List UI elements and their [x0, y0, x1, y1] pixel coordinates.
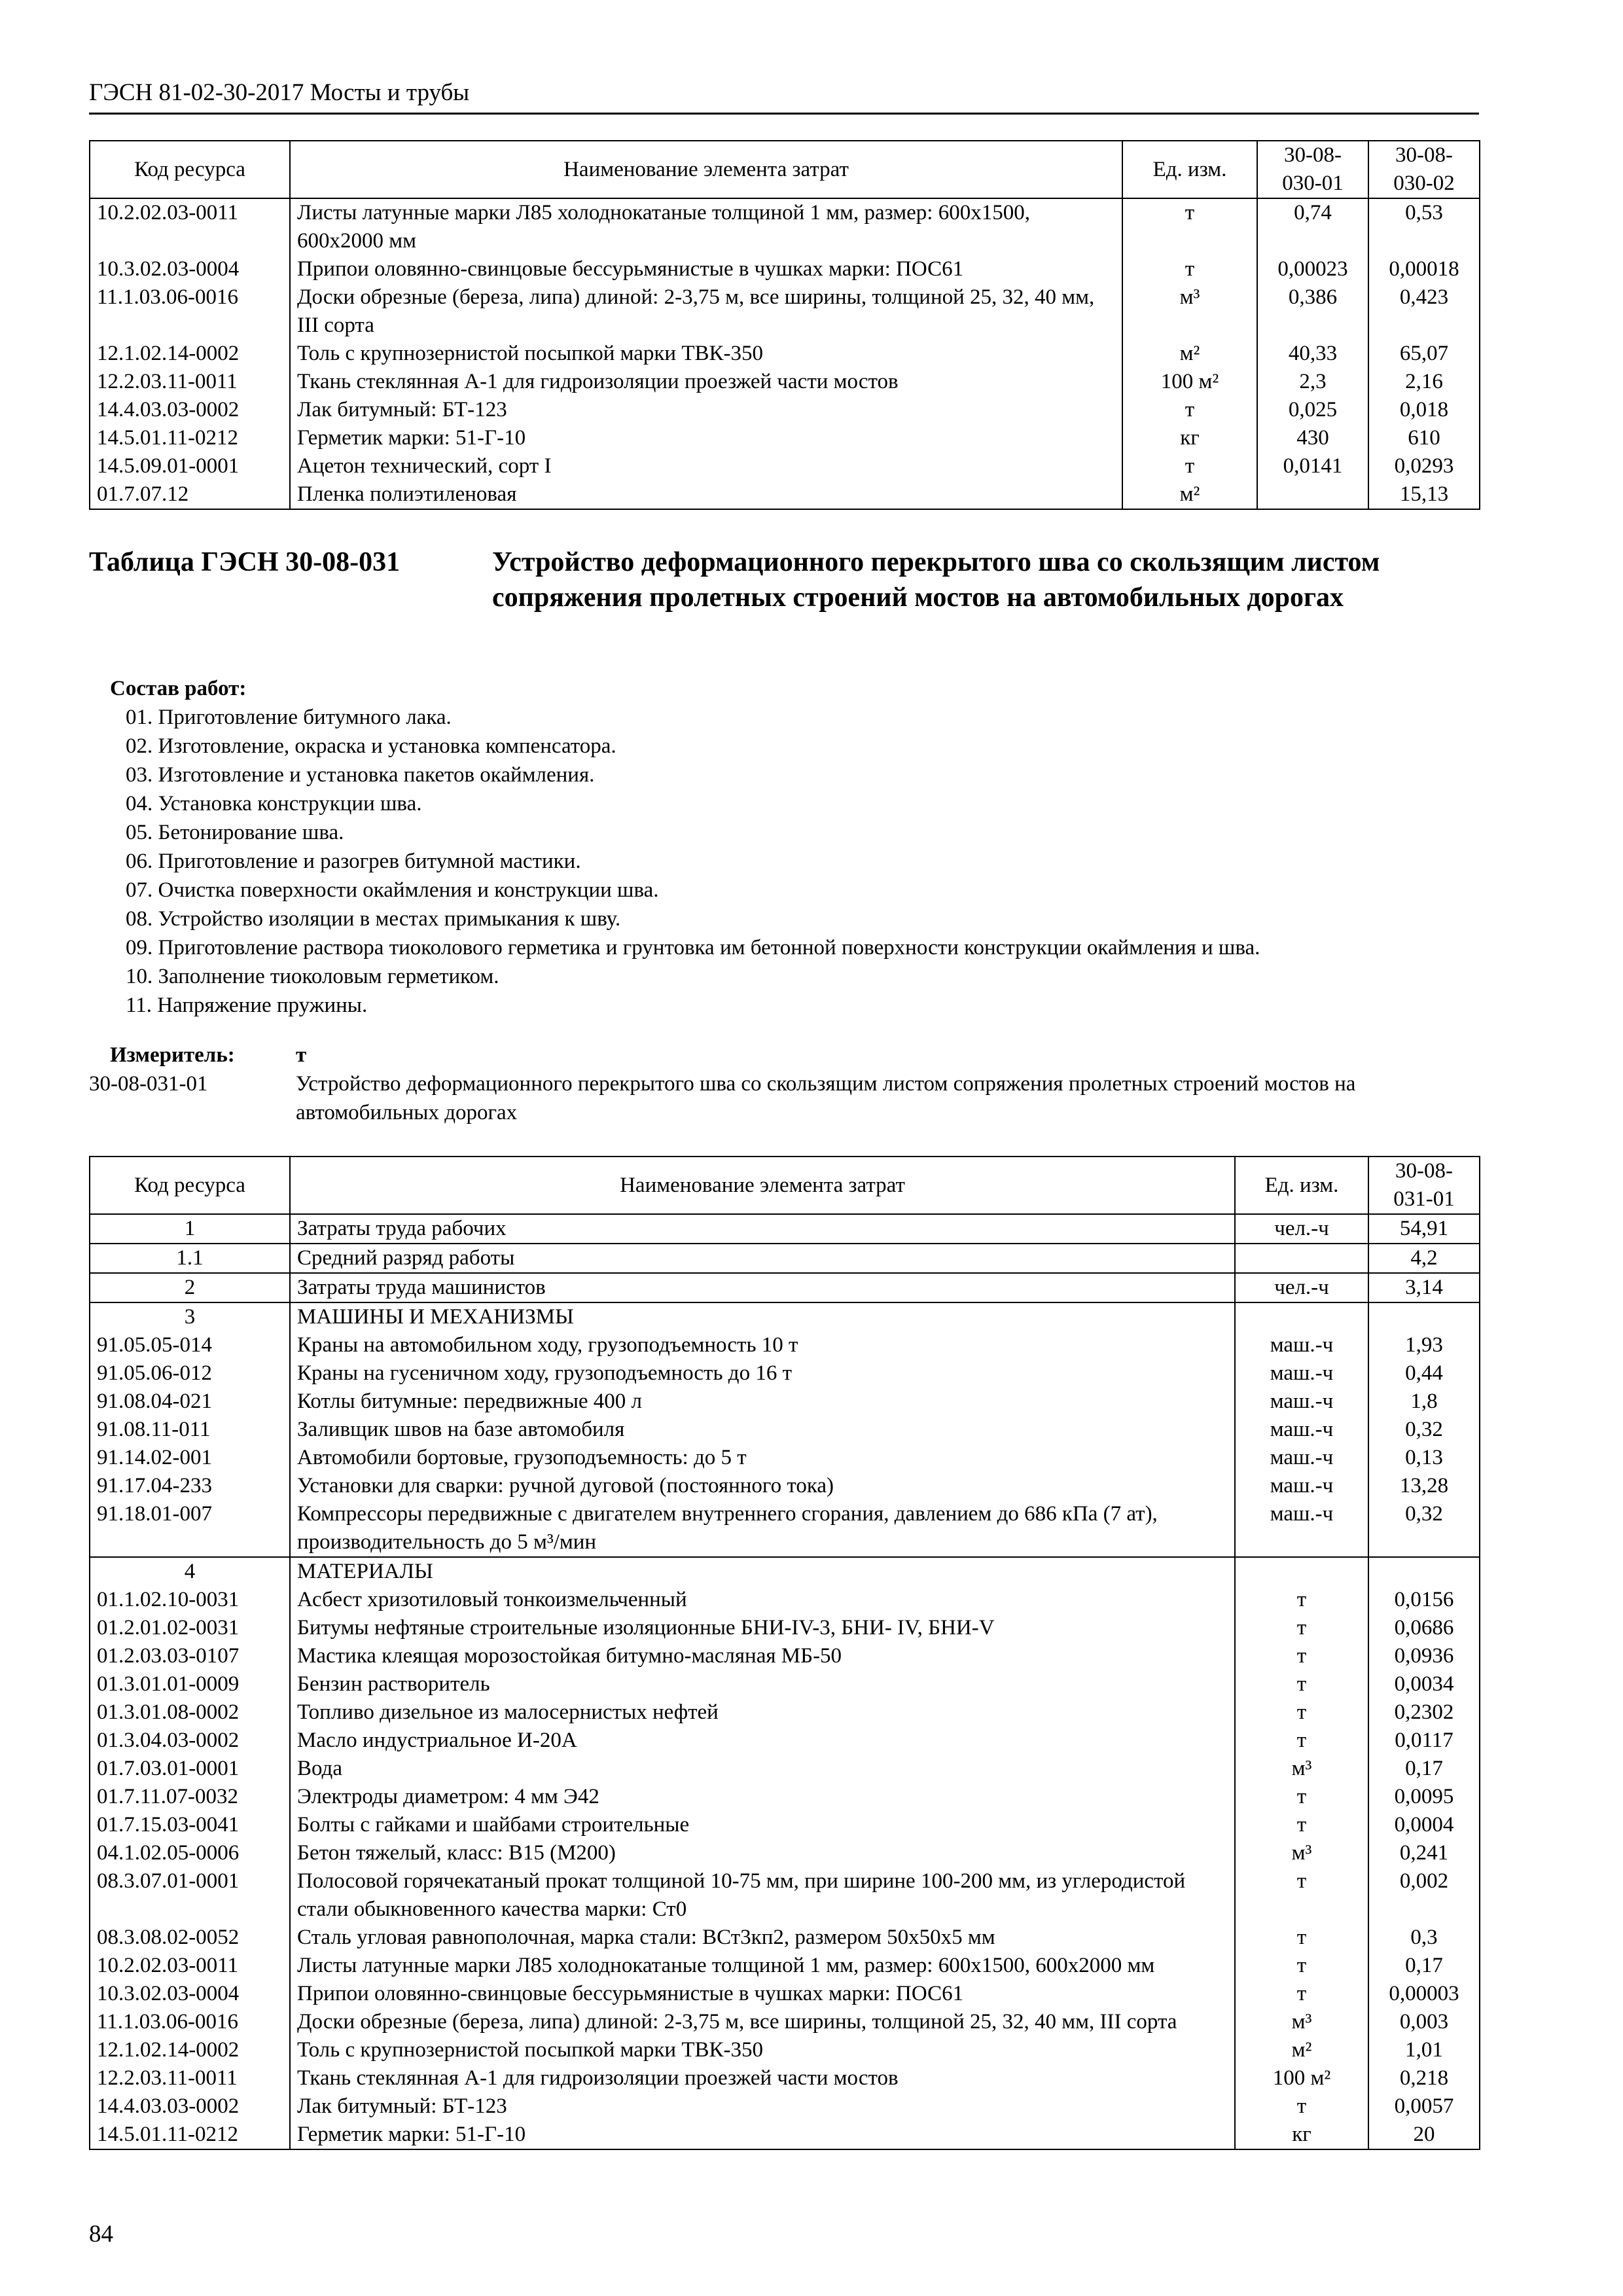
resource-name-cell: Мастика клеящая морозостойкая битумно-масляная МБ-50 — [290, 1642, 1235, 1670]
unit-cell: маш.-ч — [1235, 1500, 1368, 1557]
norm-value-cell: 0,00023 — [1257, 255, 1368, 283]
measure-block — [89, 1041, 1479, 1127]
unit-cell: т — [1122, 452, 1257, 480]
resource-code-cell: 91.05.06-012 — [90, 1359, 290, 1388]
resource-code-cell: 4 — [90, 1557, 290, 1586]
col-header-unit: Ед. изм. — [1122, 141, 1257, 198]
resource-name-cell: Электроды диаметром: 4 мм Э42 — [290, 1783, 1235, 1811]
table-row — [90, 1839, 1480, 1867]
table-row — [90, 1444, 1480, 1472]
table-row — [90, 2121, 1480, 2149]
resource-code-cell: 01.3.01.08-0002 — [90, 1698, 290, 1727]
resource-name-cell: Заливщик швов на базе автомобиля — [290, 1416, 1235, 1444]
resource-name-cell: Асбест хризотиловый тонкоизмельченный — [290, 1586, 1235, 1614]
table-row — [90, 1924, 1480, 1952]
norm-value-cell: 0,00003 — [1368, 1980, 1480, 2008]
list-item: 05. Бетонирование шва. — [126, 821, 344, 844]
running-header: ГЭСН 81-02-30-2017 Мосты и трубы — [89, 77, 1479, 115]
resource-code-cell: 11.1.03.06-0016 — [90, 2008, 290, 2036]
resource-name-cell: Установки для сварки: ручной дуговой (постоянного тока) — [290, 1472, 1235, 1500]
resource-code-cell: 3 — [90, 1302, 290, 1331]
table-row — [90, 1980, 1480, 2008]
resource-code-cell: 10.3.02.03-0004 — [90, 1980, 290, 2008]
resource-code-cell: 04.1.02.05-0006 — [90, 1839, 290, 1867]
norm-value-cell — [1257, 480, 1368, 509]
list-item: 06. Приготовление и разогрев битумной мастики. — [126, 850, 581, 873]
table-row — [90, 1670, 1480, 1698]
resource-name-cell: Болты с гайками и шайбами строительные — [290, 1811, 1235, 1839]
norm-value-cell: 0,0293 — [1368, 452, 1480, 480]
col-header-name: Наименование элемента затрат — [290, 141, 1122, 198]
resource-name-cell: Бетон тяжелый, класс: В15 (М200) — [290, 1839, 1235, 1867]
resource-name-cell: Герметик марки: 51-Г-10 — [290, 2121, 1235, 2149]
resource-name-cell: Лак битумный: БТ-123 — [290, 2092, 1235, 2121]
norm-value-cell: 15,13 — [1368, 480, 1480, 509]
resource-code-cell: 01.1.02.10-0031 — [90, 1586, 290, 1614]
unit-cell: т — [1235, 1642, 1368, 1670]
unit-cell: 100 м² — [1122, 368, 1257, 396]
unit-cell: т — [1235, 1670, 1368, 1698]
norm-value-cell: 1,01 — [1368, 2036, 1480, 2064]
unit-cell: м³ — [1235, 1839, 1368, 1867]
unit-cell: т — [1122, 198, 1257, 255]
resource-code-cell: 10.2.02.03-0011 — [90, 1952, 290, 1980]
resource-code-cell: 2 — [90, 1273, 290, 1302]
list-item: 11. Напряжение пружины. — [126, 994, 368, 1017]
list-item: 03. Изготовление и установка пакетов окаймления. — [126, 763, 595, 787]
table-row — [90, 1783, 1480, 1811]
norm-value-cell: 20 — [1368, 2121, 1480, 2149]
table-header-row — [90, 141, 1480, 198]
table-title: Устройство деформационного перекрытого шва со скользящим листом сопряжения пролетных строений мостов на автомобильных дорогах — [492, 547, 1380, 613]
norm-value-cell: 2,3 — [1257, 368, 1368, 396]
norm-value-cell: 0,0004 — [1368, 1811, 1480, 1839]
norm-value-cell — [1368, 1302, 1480, 1331]
norm-value-cell: 0,32 — [1368, 1500, 1480, 1557]
norm-value-cell: 2,16 — [1368, 368, 1480, 396]
norm-value-cell: 0,025 — [1257, 396, 1368, 424]
unit-cell: маш.-ч — [1235, 1359, 1368, 1388]
resource-name-cell: Доски обрезные (береза, липа) длиной: 2-3,75 м, все ширины, толщиной 25, 32, 40 мм, III сорта — [290, 283, 1122, 340]
unit-cell: чел.-ч — [1235, 1214, 1368, 1244]
col-header-code: Код ресурса — [90, 1157, 290, 1214]
resource-name-cell: Сталь угловая равнополочная, марка стали: ВСт3кп2, размером 50х50х5 мм — [290, 1924, 1235, 1952]
resource-table-continuation — [89, 140, 1480, 510]
measure-code: 30-08-031-01 — [89, 1072, 208, 1096]
resource-code-cell: 91.05.05-014 — [90, 1331, 290, 1359]
resource-name-cell: Толь с крупнозернистой посыпкой марки ТВК-350 — [290, 340, 1122, 368]
resource-name-cell: Ткань стеклянная А-1 для гидроизоляции проезжей части мостов — [290, 2064, 1235, 2092]
resource-code-cell: 01.7.11.07-0032 — [90, 1783, 290, 1811]
col-header-norm-2: 30-08-030-02 — [1368, 141, 1480, 198]
unit-cell: т — [1122, 255, 1257, 283]
resource-name-cell: Затраты труда машинистов — [290, 1273, 1235, 1302]
norm-value-cell: 610 — [1368, 424, 1480, 452]
unit-cell: т — [1235, 1867, 1368, 1924]
norm-value-cell: 0,2302 — [1368, 1698, 1480, 1727]
table-row — [90, 1867, 1480, 1924]
resource-name-cell: МАТЕРИАЛЫ — [290, 1557, 1235, 1586]
table-row — [90, 1214, 1480, 1244]
resource-code-cell: 91.18.01-007 — [90, 1500, 290, 1557]
resource-code-cell: 10.3.02.03-0004 — [90, 255, 290, 283]
norm-value-cell: 13,28 — [1368, 1472, 1480, 1500]
table-row — [90, 2008, 1480, 2036]
resource-code-cell: 1.1 — [90, 1244, 290, 1273]
resource-name-cell: Герметик марки: 51-Г-10 — [290, 424, 1122, 452]
norm-value-cell: 0,44 — [1368, 1359, 1480, 1388]
resource-code-cell: 12.2.03.11-0011 — [90, 368, 290, 396]
resource-code-cell: 01.7.15.03-0041 — [90, 1811, 290, 1839]
norm-value-cell: 0,002 — [1368, 1867, 1480, 1924]
table-row — [90, 198, 1480, 255]
resource-name-cell: Затраты труда рабочих — [290, 1214, 1235, 1244]
unit-cell: маш.-ч — [1235, 1331, 1368, 1359]
unit-cell: т — [1235, 1586, 1368, 1614]
norm-value-cell: 0,17 — [1368, 1952, 1480, 1980]
unit-cell: т — [1235, 2092, 1368, 2121]
resource-code-cell: 91.08.04-021 — [90, 1388, 290, 1416]
norm-value-cell: 0,0686 — [1368, 1614, 1480, 1642]
resource-name-cell: Толь с крупнозернистой посыпкой марки ТВК-350 — [290, 2036, 1235, 2064]
resource-name-cell: Пленка полиэтиленовая — [290, 480, 1122, 509]
table-row — [90, 340, 1480, 368]
list-item: 07. Очистка поверхности окаймления и конструкции шва. — [126, 878, 659, 902]
norm-value-cell: 1,93 — [1368, 1331, 1480, 1359]
resource-code-cell: 01.3.01.01-0009 — [90, 1670, 290, 1698]
unit-cell: т — [1235, 1952, 1368, 1980]
unit-cell: м² — [1122, 340, 1257, 368]
list-item: 01. Приготовление битумного лака. — [126, 706, 452, 729]
table-row — [90, 1586, 1480, 1614]
resource-name-cell: Листы латунные марки Л85 холоднокатаные толщиной 1 мм, размер: 600х1500, 600х2000 мм — [290, 1952, 1235, 1980]
table-row — [90, 1952, 1480, 1980]
measure-unit: т — [296, 1043, 307, 1067]
resource-name-cell: МАШИНЫ И МЕХАНИЗМЫ — [290, 1302, 1235, 1331]
norm-value-cell: 430 — [1257, 424, 1368, 452]
resource-name-cell: Компрессоры передвижные с двигателем внутреннего сгорания, давлением до 686 кПа (7 ат), производительность до 5 м³/мин — [290, 1500, 1235, 1557]
resource-code-cell: 91.17.04-233 — [90, 1472, 290, 1500]
table-label: Таблица ГЭСН 30-08-031 — [89, 547, 401, 577]
resource-name-cell: Припои оловянно-свинцовые бессурьмянистые в чушках марки: ПОС61 — [290, 255, 1122, 283]
table-row — [90, 1500, 1480, 1557]
table-row — [90, 1359, 1480, 1388]
norm-value-cell: 0,0936 — [1368, 1642, 1480, 1670]
resource-name-cell: Лак битумный: БТ-123 — [290, 396, 1122, 424]
resource-code-cell: 01.7.03.01-0001 — [90, 1755, 290, 1783]
norm-value-cell: 54,91 — [1368, 1214, 1480, 1244]
resource-code-cell: 12.1.02.14-0002 — [90, 2036, 290, 2064]
resource-name-cell: Средний разряд работы — [290, 1244, 1235, 1273]
table-row — [90, 1642, 1480, 1670]
list-item: 09. Приготовление раствора тиоколового герметика и грунтовка им бетонной поверхности конструкции окаймления и шва. — [126, 936, 1260, 960]
norm-value-cell: 0,018 — [1368, 396, 1480, 424]
table-row — [90, 1557, 1480, 1586]
resource-name-cell: Краны на гусеничном ходу, грузоподъемность до 16 т — [290, 1359, 1235, 1388]
col-header-code: Код ресурса — [90, 141, 290, 198]
norm-value-cell: 0,0117 — [1368, 1727, 1480, 1755]
unit-cell: т — [1235, 1924, 1368, 1952]
resource-code-cell: 12.2.03.11-0011 — [90, 2064, 290, 2092]
table-row — [90, 255, 1480, 283]
table-row — [90, 480, 1480, 509]
norm-value-cell: 40,33 — [1257, 340, 1368, 368]
list-item: 02. Изготовление, окраска и установка компенсатора. — [126, 734, 616, 758]
list-item: 08. Устройство изоляции в местах примыкания к шву. — [126, 907, 621, 931]
resource-name-cell: Котлы битумные: передвижные 400 л — [290, 1388, 1235, 1416]
norm-value-cell: 3,14 — [1368, 1273, 1480, 1302]
resource-name-cell: Топливо дизельное из малосернистых нефтей — [290, 1698, 1235, 1727]
norm-value-cell: 0,53 — [1368, 198, 1480, 255]
resource-table — [89, 1156, 1480, 2150]
norm-value-cell: 0,0034 — [1368, 1670, 1480, 1698]
norm-value-cell: 0,0057 — [1368, 2092, 1480, 2121]
table-row — [90, 2092, 1480, 2121]
unit-cell: т — [1235, 1811, 1368, 1839]
resource-code-cell: 91.08.11-011 — [90, 1416, 290, 1444]
table-row — [90, 1244, 1480, 1273]
unit-cell: м³ — [1235, 1755, 1368, 1783]
resource-code-cell: 01.2.03.03-0107 — [90, 1642, 290, 1670]
resource-name-cell: Автомобили бортовые, грузоподъемность: до 5 т — [290, 1444, 1235, 1472]
unit-cell: м³ — [1235, 2008, 1368, 2036]
table-row — [90, 396, 1480, 424]
resource-name-cell: Доски обрезные (береза, липа) длиной: 2-3,75 м, все ширины, толщиной 25, 32, 40 мм, III сорта — [290, 2008, 1235, 2036]
table-row — [90, 1302, 1480, 1331]
table-row — [90, 2036, 1480, 2064]
norm-value-cell: 1,8 — [1368, 1388, 1480, 1416]
unit-cell: маш.-ч — [1235, 1472, 1368, 1500]
unit-cell: т — [1235, 1698, 1368, 1727]
unit-cell: м³ — [1122, 283, 1257, 340]
norm-value-cell: 0,386 — [1257, 283, 1368, 340]
page-number: 84 — [89, 2221, 113, 2248]
table-row — [90, 1331, 1480, 1359]
resource-code-cell: 01.3.04.03-0002 — [90, 1727, 290, 1755]
resource-code-cell: 14.5.01.11-0212 — [90, 2121, 290, 2149]
col-header-norm-1: 30-08-030-01 — [1257, 141, 1368, 198]
norm-value-cell: 0,17 — [1368, 1755, 1480, 1783]
table-header-row — [90, 1157, 1480, 1214]
resource-code-cell: 14.4.03.03-0002 — [90, 396, 290, 424]
norm-value-cell: 0,0156 — [1368, 1586, 1480, 1614]
norm-value-cell: 0,423 — [1368, 283, 1480, 340]
norm-value-cell: 0,3 — [1368, 1924, 1480, 1952]
table-row — [90, 452, 1480, 480]
norm-value-cell: 0,218 — [1368, 2064, 1480, 2092]
unit-cell: маш.-ч — [1235, 1388, 1368, 1416]
table-row — [90, 1698, 1480, 1727]
norm-value-cell: 0,00018 — [1368, 255, 1480, 283]
unit-cell: т — [1235, 1783, 1368, 1811]
table-row — [90, 1727, 1480, 1755]
unit-cell: т — [1235, 1980, 1368, 2008]
unit-cell: кг — [1122, 424, 1257, 452]
table-row — [90, 1388, 1480, 1416]
col-header-name: Наименование элемента затрат — [290, 1157, 1235, 1214]
resource-name-cell: Листы латунные марки Л85 холоднокатаные толщиной 1 мм, размер: 600х1500, 600х2000 мм — [290, 198, 1122, 255]
resource-name-cell: Битумы нефтяные строительные изоляционные БНИ-IV-3, БНИ- IV, БНИ-V — [290, 1614, 1235, 1642]
norm-value-cell: 0,0141 — [1257, 452, 1368, 480]
table-row — [90, 1273, 1480, 1302]
works-composition — [110, 674, 1260, 1020]
resource-code-cell: 08.3.08.02-0052 — [90, 1924, 290, 1952]
resource-code-cell: 01.2.01.02-0031 — [90, 1614, 290, 1642]
resource-name-cell: Краны на автомобильном ходу, грузоподъемность 10 т — [290, 1331, 1235, 1359]
unit-cell: маш.-ч — [1235, 1416, 1368, 1444]
norm-value-cell: 0,241 — [1368, 1839, 1480, 1867]
list-item: 10. Заполнение тиоколовым герметиком. — [126, 965, 499, 988]
unit-cell — [1235, 1244, 1368, 1273]
table-row — [90, 368, 1480, 396]
measure-label: Измеритель: — [110, 1043, 235, 1067]
table-row — [90, 2064, 1480, 2092]
unit-cell: м² — [1235, 2036, 1368, 2064]
resource-name-cell: Вода — [290, 1755, 1235, 1783]
norm-value-cell: 0,32 — [1368, 1416, 1480, 1444]
resource-code-cell: 12.1.02.14-0002 — [90, 340, 290, 368]
norm-value-cell: 4,2 — [1368, 1244, 1480, 1273]
resource-name-cell: Масло индустриальное И-20А — [290, 1727, 1235, 1755]
norm-value-cell — [1368, 1557, 1480, 1586]
unit-cell: т — [1122, 396, 1257, 424]
list-item: 04. Установка конструкции шва. — [126, 792, 422, 816]
table-row — [90, 1472, 1480, 1500]
unit-cell: чел.-ч — [1235, 1273, 1368, 1302]
unit-cell: м² — [1122, 480, 1257, 509]
col-header-unit: Ед. изм. — [1235, 1157, 1368, 1214]
resource-code-cell: 14.5.09.01-0001 — [90, 452, 290, 480]
table-row — [90, 283, 1480, 340]
norm-value-cell: 0,0095 — [1368, 1783, 1480, 1811]
table-row — [90, 1811, 1480, 1839]
table-row — [90, 1755, 1480, 1783]
unit-cell: маш.-ч — [1235, 1444, 1368, 1472]
resource-name-cell: Ацетон технический, сорт I — [290, 452, 1122, 480]
resource-code-cell: 1 — [90, 1214, 290, 1244]
unit-cell: т — [1235, 1614, 1368, 1642]
resource-name-cell: Ткань стеклянная А-1 для гидроизоляции проезжей части мостов — [290, 368, 1122, 396]
norm-value-cell: 0,003 — [1368, 2008, 1480, 2036]
table-row — [90, 1614, 1480, 1642]
unit-cell: кг — [1235, 2121, 1368, 2149]
resource-code-cell: 91.14.02-001 — [90, 1444, 290, 1472]
resource-code-cell: 10.2.02.03-0011 — [90, 198, 290, 255]
measure-description: Устройство деформационного перекрытого шва со скользящим листом сопряжения пролетных строений мостов на автомобильных дорогах — [296, 1072, 1356, 1124]
unit-cell — [1235, 1302, 1368, 1331]
unit-cell — [1235, 1557, 1368, 1586]
resource-code-cell: 14.4.03.03-0002 — [90, 2092, 290, 2121]
norm-value-cell: 0,13 — [1368, 1444, 1480, 1472]
resource-code-cell: 08.3.07.01-0001 — [90, 1867, 290, 1924]
table-row — [90, 424, 1480, 452]
unit-cell: 100 м² — [1235, 2064, 1368, 2092]
resource-code-cell: 14.5.01.11-0212 — [90, 424, 290, 452]
resource-code-cell: 11.1.03.06-0016 — [90, 283, 290, 340]
works-heading: Состав работ: — [110, 677, 247, 700]
norm-value-cell: 65,07 — [1368, 340, 1480, 368]
col-header-norm: 30-08-031-01 — [1368, 1157, 1480, 1214]
norm-value-cell: 0,74 — [1257, 198, 1368, 255]
resource-name-cell: Припои оловянно-свинцовые бессурьмянистые в чушках марки: ПОС61 — [290, 1980, 1235, 2008]
unit-cell: т — [1235, 1727, 1368, 1755]
resource-code-cell: 01.7.07.12 — [90, 480, 290, 509]
resource-name-cell: Полосовой горячекатаный прокат толщиной 10-75 мм, при ширине 100-200 мм, из углеродистой стали обыкновенного качества марки: Ст0 — [290, 1867, 1235, 1924]
table-row — [90, 1416, 1480, 1444]
resource-name-cell: Бензин растворитель — [290, 1670, 1235, 1698]
